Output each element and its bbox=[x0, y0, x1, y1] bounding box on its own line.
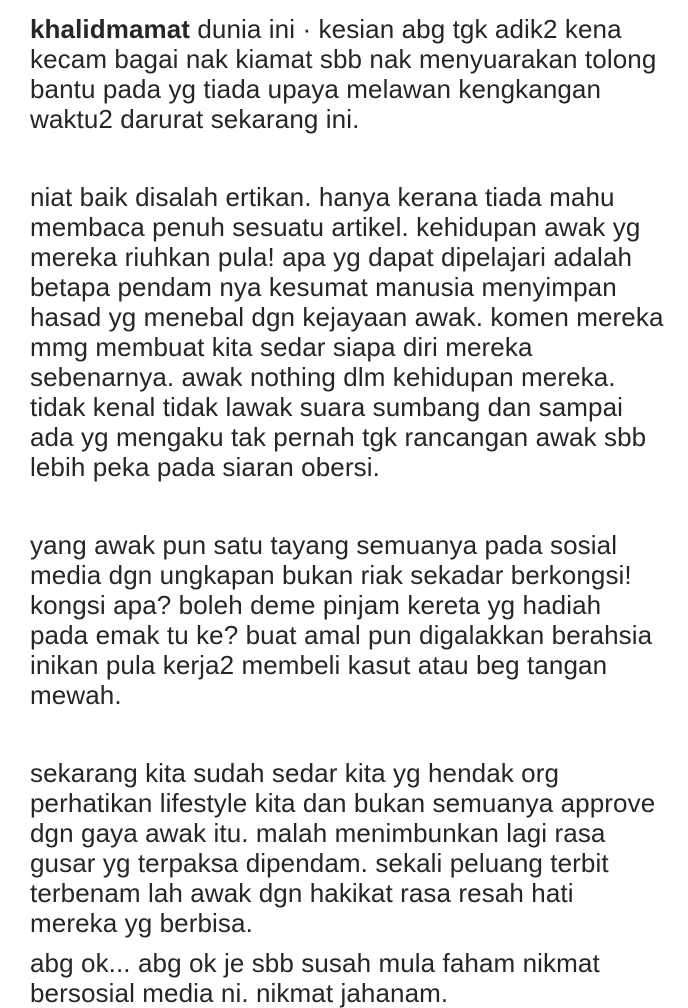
comment-line: mewah. bbox=[30, 680, 122, 710]
comment-line: kongsi apa? boleh deme pinjam kereta yg hadiah bbox=[30, 590, 602, 620]
comment-line: bersosial media ni. nikmat jahanam. bbox=[30, 978, 449, 1008]
comment-line: hasad yg menebal dgn kejayaan awak. komen mereka bbox=[30, 302, 664, 332]
comment-paragraph-5 bbox=[30, 948, 670, 1008]
comment-line: sekarang kita sudah sedar kita yg hendak org bbox=[30, 758, 560, 788]
comment-line: perhatikan lifestyle kita dan bukan semuanya approve bbox=[30, 788, 656, 818]
comment-line: membaca penuh sesuatu artikel. kehidupan awak yg bbox=[30, 212, 641, 242]
comment-line: abg ok... abg ok je sbb susah mula faham nikmat bbox=[30, 948, 600, 978]
comment-line: pada emak tu ke? buat amal pun digalakkan berahsia bbox=[30, 620, 653, 650]
comment-line: bantu pada yg tiada upaya melawan kengkangan bbox=[30, 74, 602, 104]
comment-text: dunia ini · kesian abg tgk adik2 kena bbox=[190, 14, 622, 44]
comment-line bbox=[30, 14, 670, 44]
comment-line: mereka riuhkan pula! apa yg dapat dipelajari adalah bbox=[30, 242, 633, 272]
paragraph-spacer bbox=[30, 938, 670, 948]
paragraph-spacer bbox=[30, 134, 670, 182]
comment-paragraph-1 bbox=[30, 14, 670, 134]
comment-line: tidak kenal tidak lawak suara sumbang dan sampai bbox=[30, 392, 624, 422]
comment-paragraph-4 bbox=[30, 758, 670, 938]
comment-line: lebih peka pada siaran obersi. bbox=[30, 452, 380, 482]
paragraph-spacer bbox=[30, 482, 670, 530]
comment-line: media dgn ungkapan bukan riak sekadar berkongsi! bbox=[30, 560, 632, 590]
comment-paragraph-3 bbox=[30, 530, 670, 710]
comment-line: waktu2 darurat sekarang ini. bbox=[30, 104, 360, 134]
comment-body bbox=[30, 14, 670, 1008]
comment-line: mereka yg berbisa. bbox=[30, 908, 253, 938]
comment-line: yang awak pun satu tayang semuanya pada sosial bbox=[30, 530, 618, 560]
comment-line: gusar yg terpaksa dipendam. sekali peluang terbit bbox=[30, 848, 609, 878]
paragraph-spacer bbox=[30, 710, 670, 758]
comment-line: inikan pula kerja2 membeli kasut atau beg tangan bbox=[30, 650, 608, 680]
comment-line: sebenarnya. awak nothing dlm kehidupan mereka. bbox=[30, 362, 616, 392]
comment-line: dgn gaya awak itu. malah menimbunkan lagi rasa bbox=[30, 818, 606, 848]
comment-line: mmg membuat kita sedar siapa diri mereka bbox=[30, 332, 533, 362]
comment-line: niat baik disalah ertikan. hanya kerana tiada mahu bbox=[30, 182, 615, 212]
comment-line: kecam bagai nak kiamat sbb nak menyuarakan tolong bbox=[30, 44, 657, 74]
comment-line: terbenam lah awak dgn hakikat rasa resah hati bbox=[30, 878, 574, 908]
comment-paragraph-2 bbox=[30, 182, 670, 482]
comment-line: ada yg mengaku tak pernah tgk rancangan awak sbb bbox=[30, 422, 647, 452]
comment-username[interactable]: khalidmamat bbox=[30, 14, 191, 44]
comment-line: betapa pendam nya kesumat manusia menyimpan bbox=[30, 272, 617, 302]
